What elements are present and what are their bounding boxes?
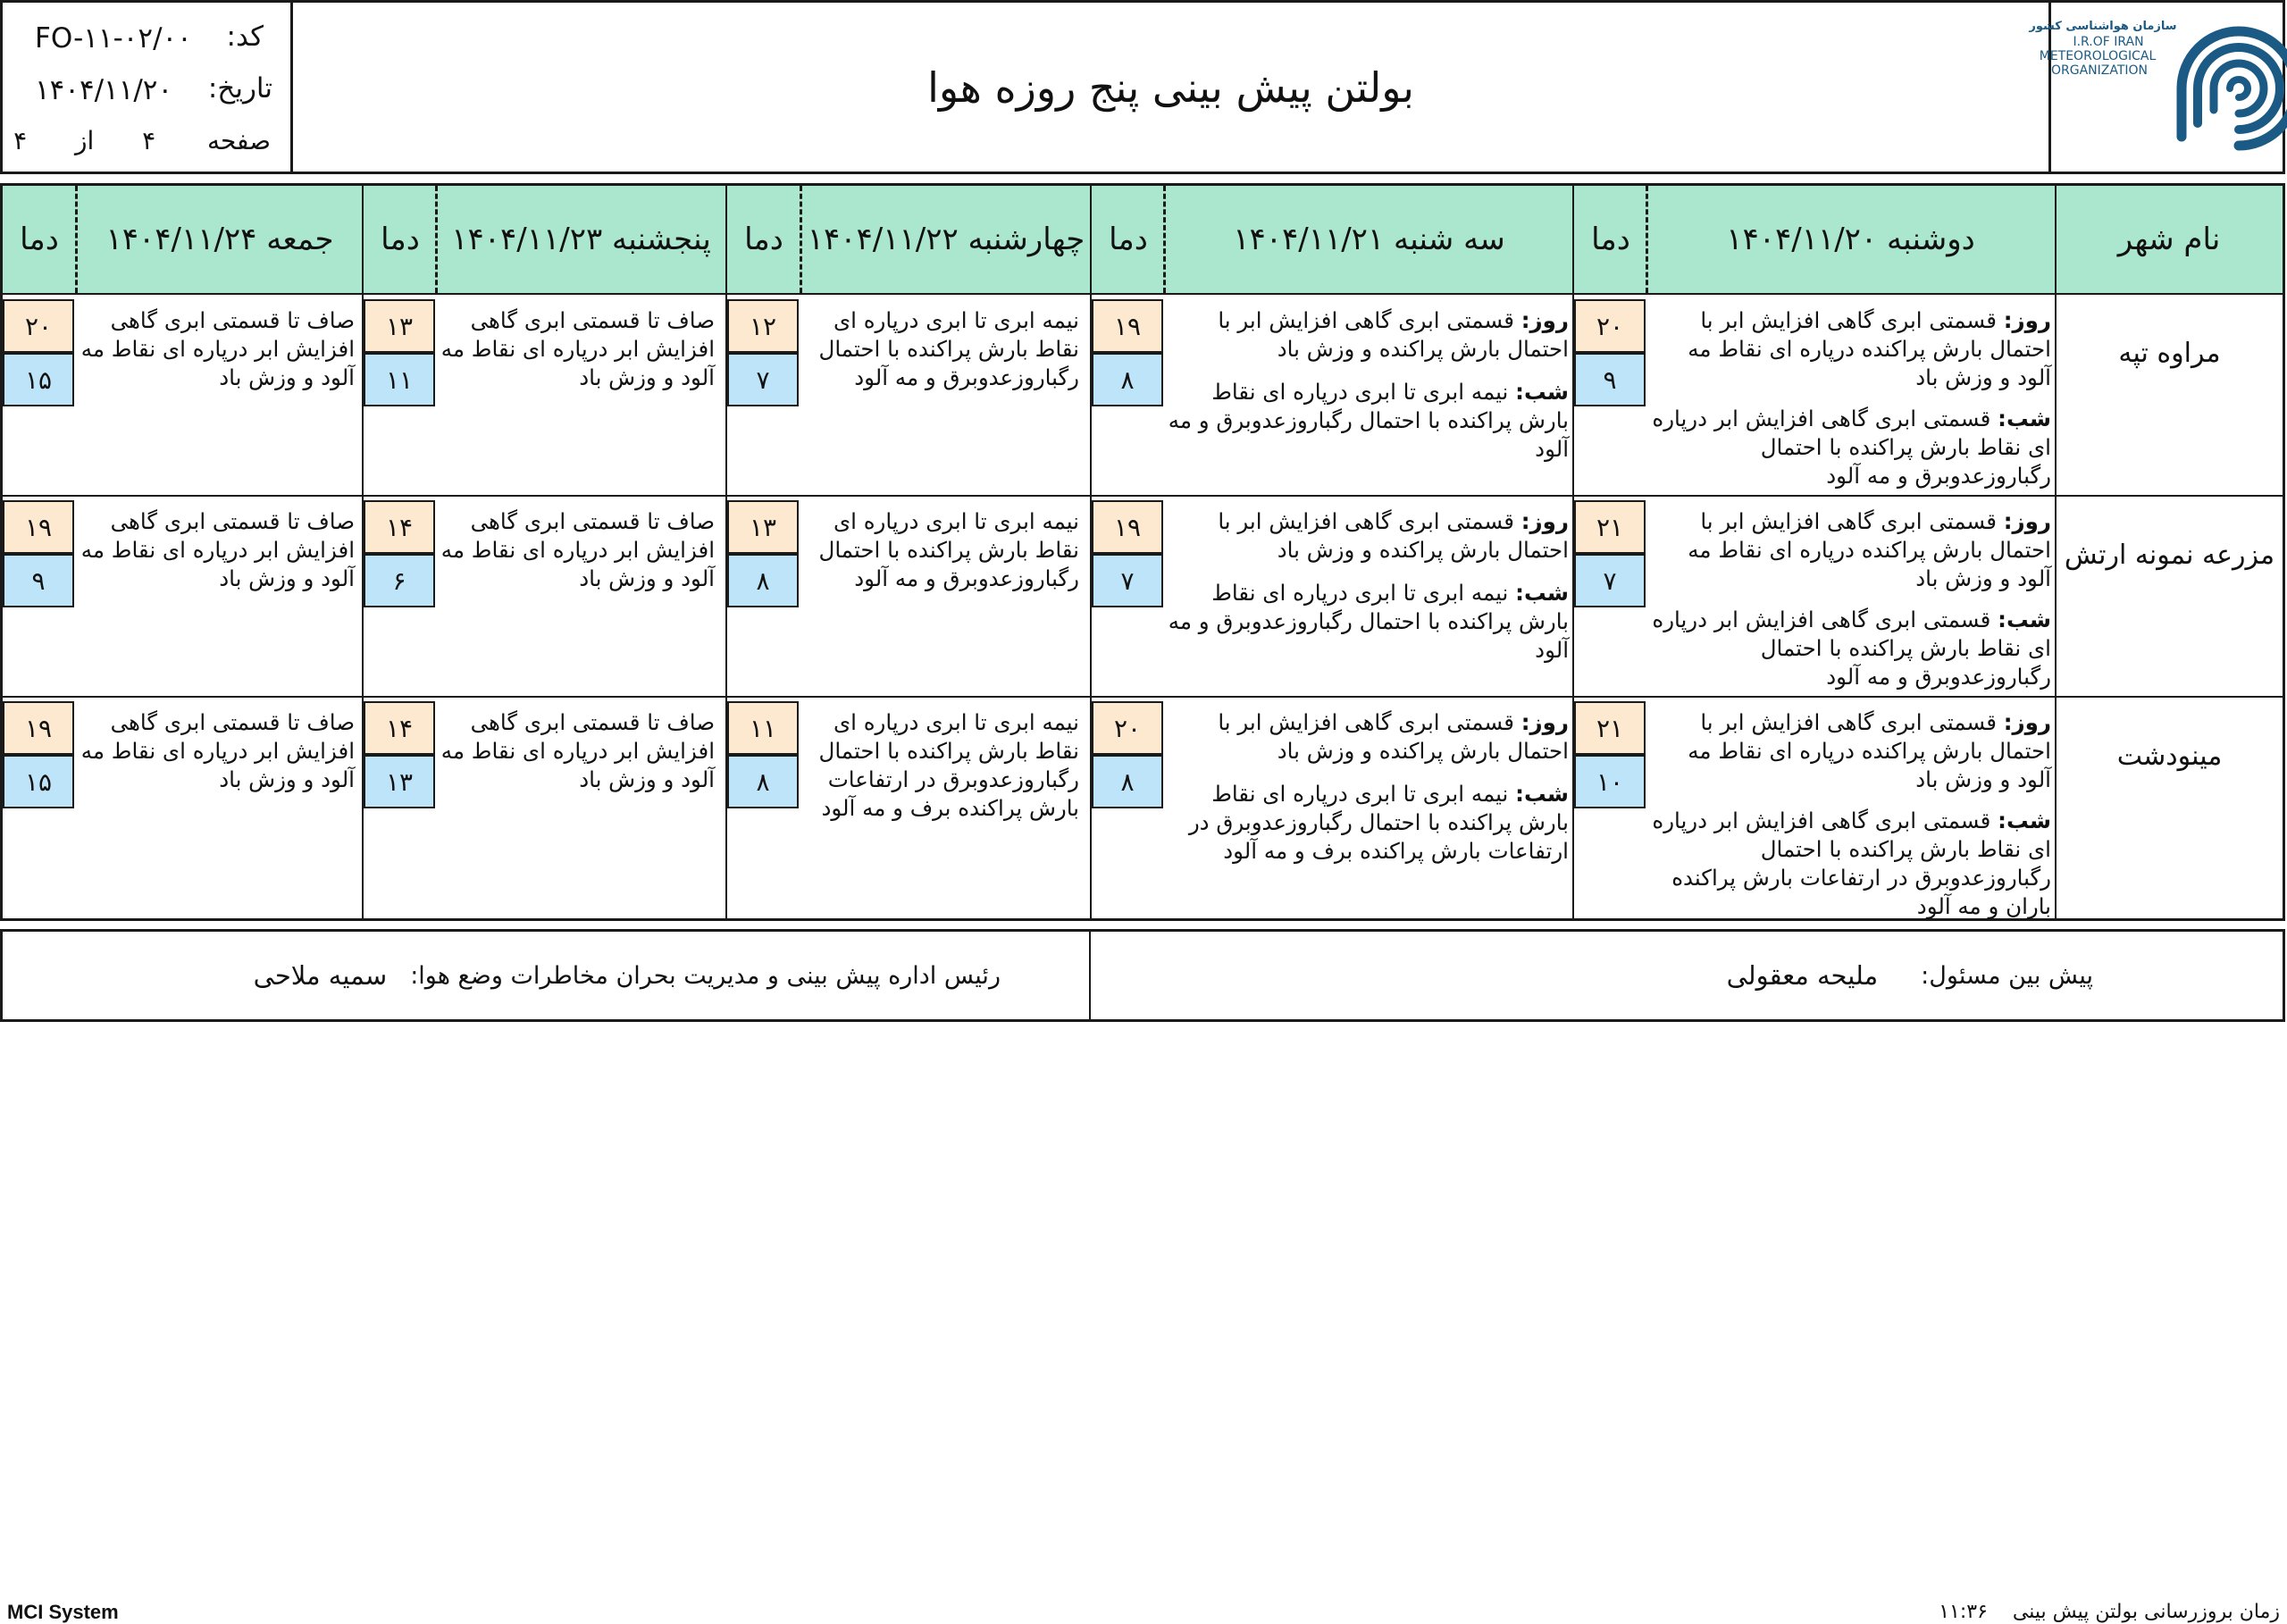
forecast-day-text: روز: قسمتی ابری گاهی افزایش ابر با احتمال بارش پراکنده و وزش باد <box>1218 307 1569 362</box>
header-dashed-divider <box>75 186 78 293</box>
max-temp: ۱۴ <box>364 500 435 554</box>
min-temp: ۱۳ <box>364 755 435 808</box>
min-temp: ۹ <box>1574 353 1646 406</box>
signature-divider <box>1089 932 1091 1019</box>
max-temp: ۱۹ <box>1092 299 1163 353</box>
document-meta <box>3 3 293 172</box>
page-of-label: از <box>74 126 95 155</box>
row-divider <box>3 293 2283 295</box>
update-time: ۱۱:۳۶ <box>1939 1601 1988 1623</box>
forecast-text: صاف تا قسمتی ابری گاهی افزایش ابر درپاره ای نقاط مه آلود و وزش باد <box>440 508 715 591</box>
logo-text-en-3: ORGANIZATION <box>2050 63 2149 78</box>
city-name: مزرعه نمونه ارتش <box>2064 539 2275 571</box>
min-temp: ۱۵ <box>3 755 74 808</box>
header-dashed-divider <box>1646 186 1648 293</box>
code-value: FO-۱۱-۰۲/۰۰ <box>35 22 192 54</box>
row-divider <box>3 495 2283 497</box>
day-header-5: جمعه ۱۴۰۴/۱۱/۲۴ <box>105 222 334 257</box>
forecast-day-text: روز: قسمتی ابری گاهی افزایش ابر با احتمال بارش پراکنده و وزش باد <box>1218 508 1569 563</box>
organization-logo <box>2029 3 2283 172</box>
max-temp: ۱۴ <box>364 701 435 755</box>
page-title: بولتن پیش بینی پنج روزه هوا <box>927 63 1414 112</box>
header-dashed-divider <box>435 186 438 293</box>
forecast-day-text: روز: قسمتی ابری گاهی افزایش ابر با احتمال بارش پراکنده درپاره ای نقاط مه آلود و وزش باد <box>1688 508 2051 591</box>
day-header-3: چهارشنبه ۱۴۰۴/۱۱/۲۲ <box>807 222 1085 257</box>
max-temp: ۱۹ <box>3 701 74 755</box>
forecaster-name: ملیحه معقولی <box>1726 960 1879 991</box>
min-temp: ۷ <box>1092 554 1163 607</box>
forecast-night-text: شب: قسمتی ابری گاهی افزایش ابر درپاره ای نقاط بارش پراکنده با احتمال رگباروزعدوبرق و مه آلود <box>1652 406 2051 489</box>
min-temp: ۸ <box>727 755 799 808</box>
day-header-2: سه شنبه ۱۴۰۴/۱۱/۲۱ <box>1233 222 1505 257</box>
max-temp: ۱۳ <box>364 299 435 353</box>
forecaster-signature <box>1727 932 2093 1019</box>
forecast-table <box>0 183 2285 921</box>
page-label: صفحه <box>206 126 271 155</box>
row-divider <box>3 696 2283 698</box>
logo-text-en-2: METEOROLOGICAL <box>2039 49 2157 63</box>
forecast-night-text: شب: قسمتی ابری گاهی افزایش ابر درپاره ای نقاط بارش پراکنده با احتمال رگباروزعدوبرق و مه آلود <box>1652 607 2051 690</box>
logo-text-en-1: I.R.OF IRAN <box>2073 35 2144 49</box>
max-temp: ۱۹ <box>3 500 74 554</box>
forecast-day-text: روز: قسمتی ابری گاهی افزایش ابر با احتمال بارش پراکنده درپاره ای نقاط مه آلود و وزش باد <box>1688 709 2051 792</box>
temp-header-2: دما <box>1109 222 1148 257</box>
date-label: تاریخ: <box>207 72 272 105</box>
day-header-1: دوشنبه ۱۴۰۴/۱۱/۲۰ <box>1726 222 1975 257</box>
meteorological-organization-logo <box>2029 3 2285 172</box>
max-temp: ۲۰ <box>1092 701 1163 755</box>
min-temp: ۷ <box>1574 554 1646 607</box>
min-temp: ۷ <box>727 353 799 406</box>
max-temp: ۲۱ <box>1574 701 1646 755</box>
max-temp: ۱۳ <box>727 500 799 554</box>
city-name: مراوه تپه <box>2118 337 2221 369</box>
code-label: کد: <box>226 21 264 53</box>
forecast-night-text: شب: نیمه ابری تا ابری درپاره ای نقاط بارش پراکنده با احتمال رگباروزعدوبرق در ارتفاعات بارش پراکنده برف و مه آلود <box>1188 781 1569 864</box>
head-name: سمیه ملاحی <box>253 960 388 991</box>
city-name: مینودشت <box>2116 740 2223 772</box>
max-temp: ۱۱ <box>727 701 799 755</box>
max-temp: ۲۰ <box>1574 299 1646 353</box>
forecast-text: صاف تا قسمتی ابری گاهی افزایش ابر درپاره ای نقاط مه آلود و وزش باد <box>80 307 355 390</box>
forecast-night-text: شب: نیمه ابری تا ابری درپاره ای نقاط بارش پراکنده با احتمال رگباروزعدوبرق و مه آلود <box>1168 580 1569 663</box>
max-temp: ۱۲ <box>727 299 799 353</box>
forecast-night-text: شب: نیمه ابری تا ابری درپاره ای نقاط بارش پراکنده با احتمال رگباروزعدوبرق و مه آلود <box>1168 379 1569 462</box>
temp-header-4: دما <box>381 222 420 257</box>
city-column-header: نام شهر <box>2117 222 2221 257</box>
header-dashed-divider <box>800 186 802 293</box>
forecast-day-text: روز: قسمتی ابری گاهی افزایش ابر با احتمال بارش پراکنده و وزش باد <box>1218 709 1569 764</box>
day-header-4: پنجشنبه ۱۴۰۴/۱۱/۲۳ <box>451 222 711 257</box>
update-time-footer <box>1939 1601 2280 1623</box>
min-temp: ۸ <box>1092 755 1163 808</box>
temp-header-5: دما <box>20 222 59 257</box>
min-temp: ۸ <box>727 554 799 607</box>
max-temp: ۲۰ <box>3 299 74 353</box>
logo-text-fa: سازمان هواشناسی کشور <box>2029 20 2177 33</box>
max-temp: ۱۹ <box>1092 500 1163 554</box>
temp-header-3: دما <box>744 222 783 257</box>
page-current: ۴ <box>142 126 156 155</box>
forecast-night-text: شب: قسمتی ابری گاهی افزایش ابر درپاره ای نقاط بارش پراکنده با احتمال رگباروزعدوبرق در ارتفاعات بارش پراکنده باران و مه آلود <box>1652 808 2051 919</box>
min-temp: ۱۵ <box>3 353 74 406</box>
forecast-text: صاف تا قسمتی ابری گاهی افزایش ابر درپاره ای نقاط مه آلود و وزش باد <box>80 709 355 792</box>
min-temp: ۸ <box>1092 353 1163 406</box>
min-temp: ۹ <box>3 554 74 607</box>
forecast-text: صاف تا قسمتی ابری گاهی افزایش ابر درپاره ای نقاط مه آلود و وزش باد <box>440 307 715 390</box>
min-temp: ۱۰ <box>1574 755 1646 808</box>
min-temp: ۶ <box>364 554 435 607</box>
max-temp: ۲۱ <box>1574 500 1646 554</box>
update-label: زمان بروزرسانی بولتن پیش بینی <box>2012 1601 2280 1623</box>
header-dashed-divider <box>1163 186 1166 293</box>
system-name: MCI System <box>7 1601 119 1623</box>
min-temp: ۱۱ <box>364 353 435 406</box>
forecast-day-text: روز: قسمتی ابری گاهی افزایش ابر با احتمال بارش پراکنده درپاره ای نقاط مه آلود و وزش باد <box>1688 307 2051 390</box>
forecast-text: صاف تا قسمتی ابری گاهی افزایش ابر درپاره ای نقاط مه آلود و وزش باد <box>440 709 715 792</box>
forecaster-label: پیش بین مسئول: <box>1921 961 2093 990</box>
forecast-text: نیمه ابری تا ابری درپاره ای نقاط بارش پراکنده با احتمال رگباروزعدوبرق و مه آلود <box>818 307 1079 390</box>
temp-header-1: دما <box>1591 222 1630 257</box>
forecast-text: نیمه ابری تا ابری درپاره ای نقاط بارش پراکنده با احتمال رگباروزعدوبرق و مه آلود <box>818 508 1079 591</box>
signature-box <box>0 929 2285 1022</box>
date-value: ۱۴۰۴/۱۱/۲۰ <box>35 74 173 106</box>
bulletin-header <box>0 0 2285 174</box>
head-label: رئیس اداره پیش بینی و مدیریت بحران مخاطرات وضع هوا: <box>410 961 1001 990</box>
forecast-text: نیمه ابری تا ابری درپاره ای نقاط بارش پراکنده با احتمال رگباروزعدوبرق در ارتفاعات بارش پراکنده برف و مه آلود <box>818 709 1079 821</box>
head-signature <box>254 932 1001 1019</box>
forecast-text: صاف تا قسمتی ابری گاهی افزایش ابر درپاره ای نقاط مه آلود و وزش باد <box>80 508 355 591</box>
page-total: ۴ <box>13 126 28 155</box>
